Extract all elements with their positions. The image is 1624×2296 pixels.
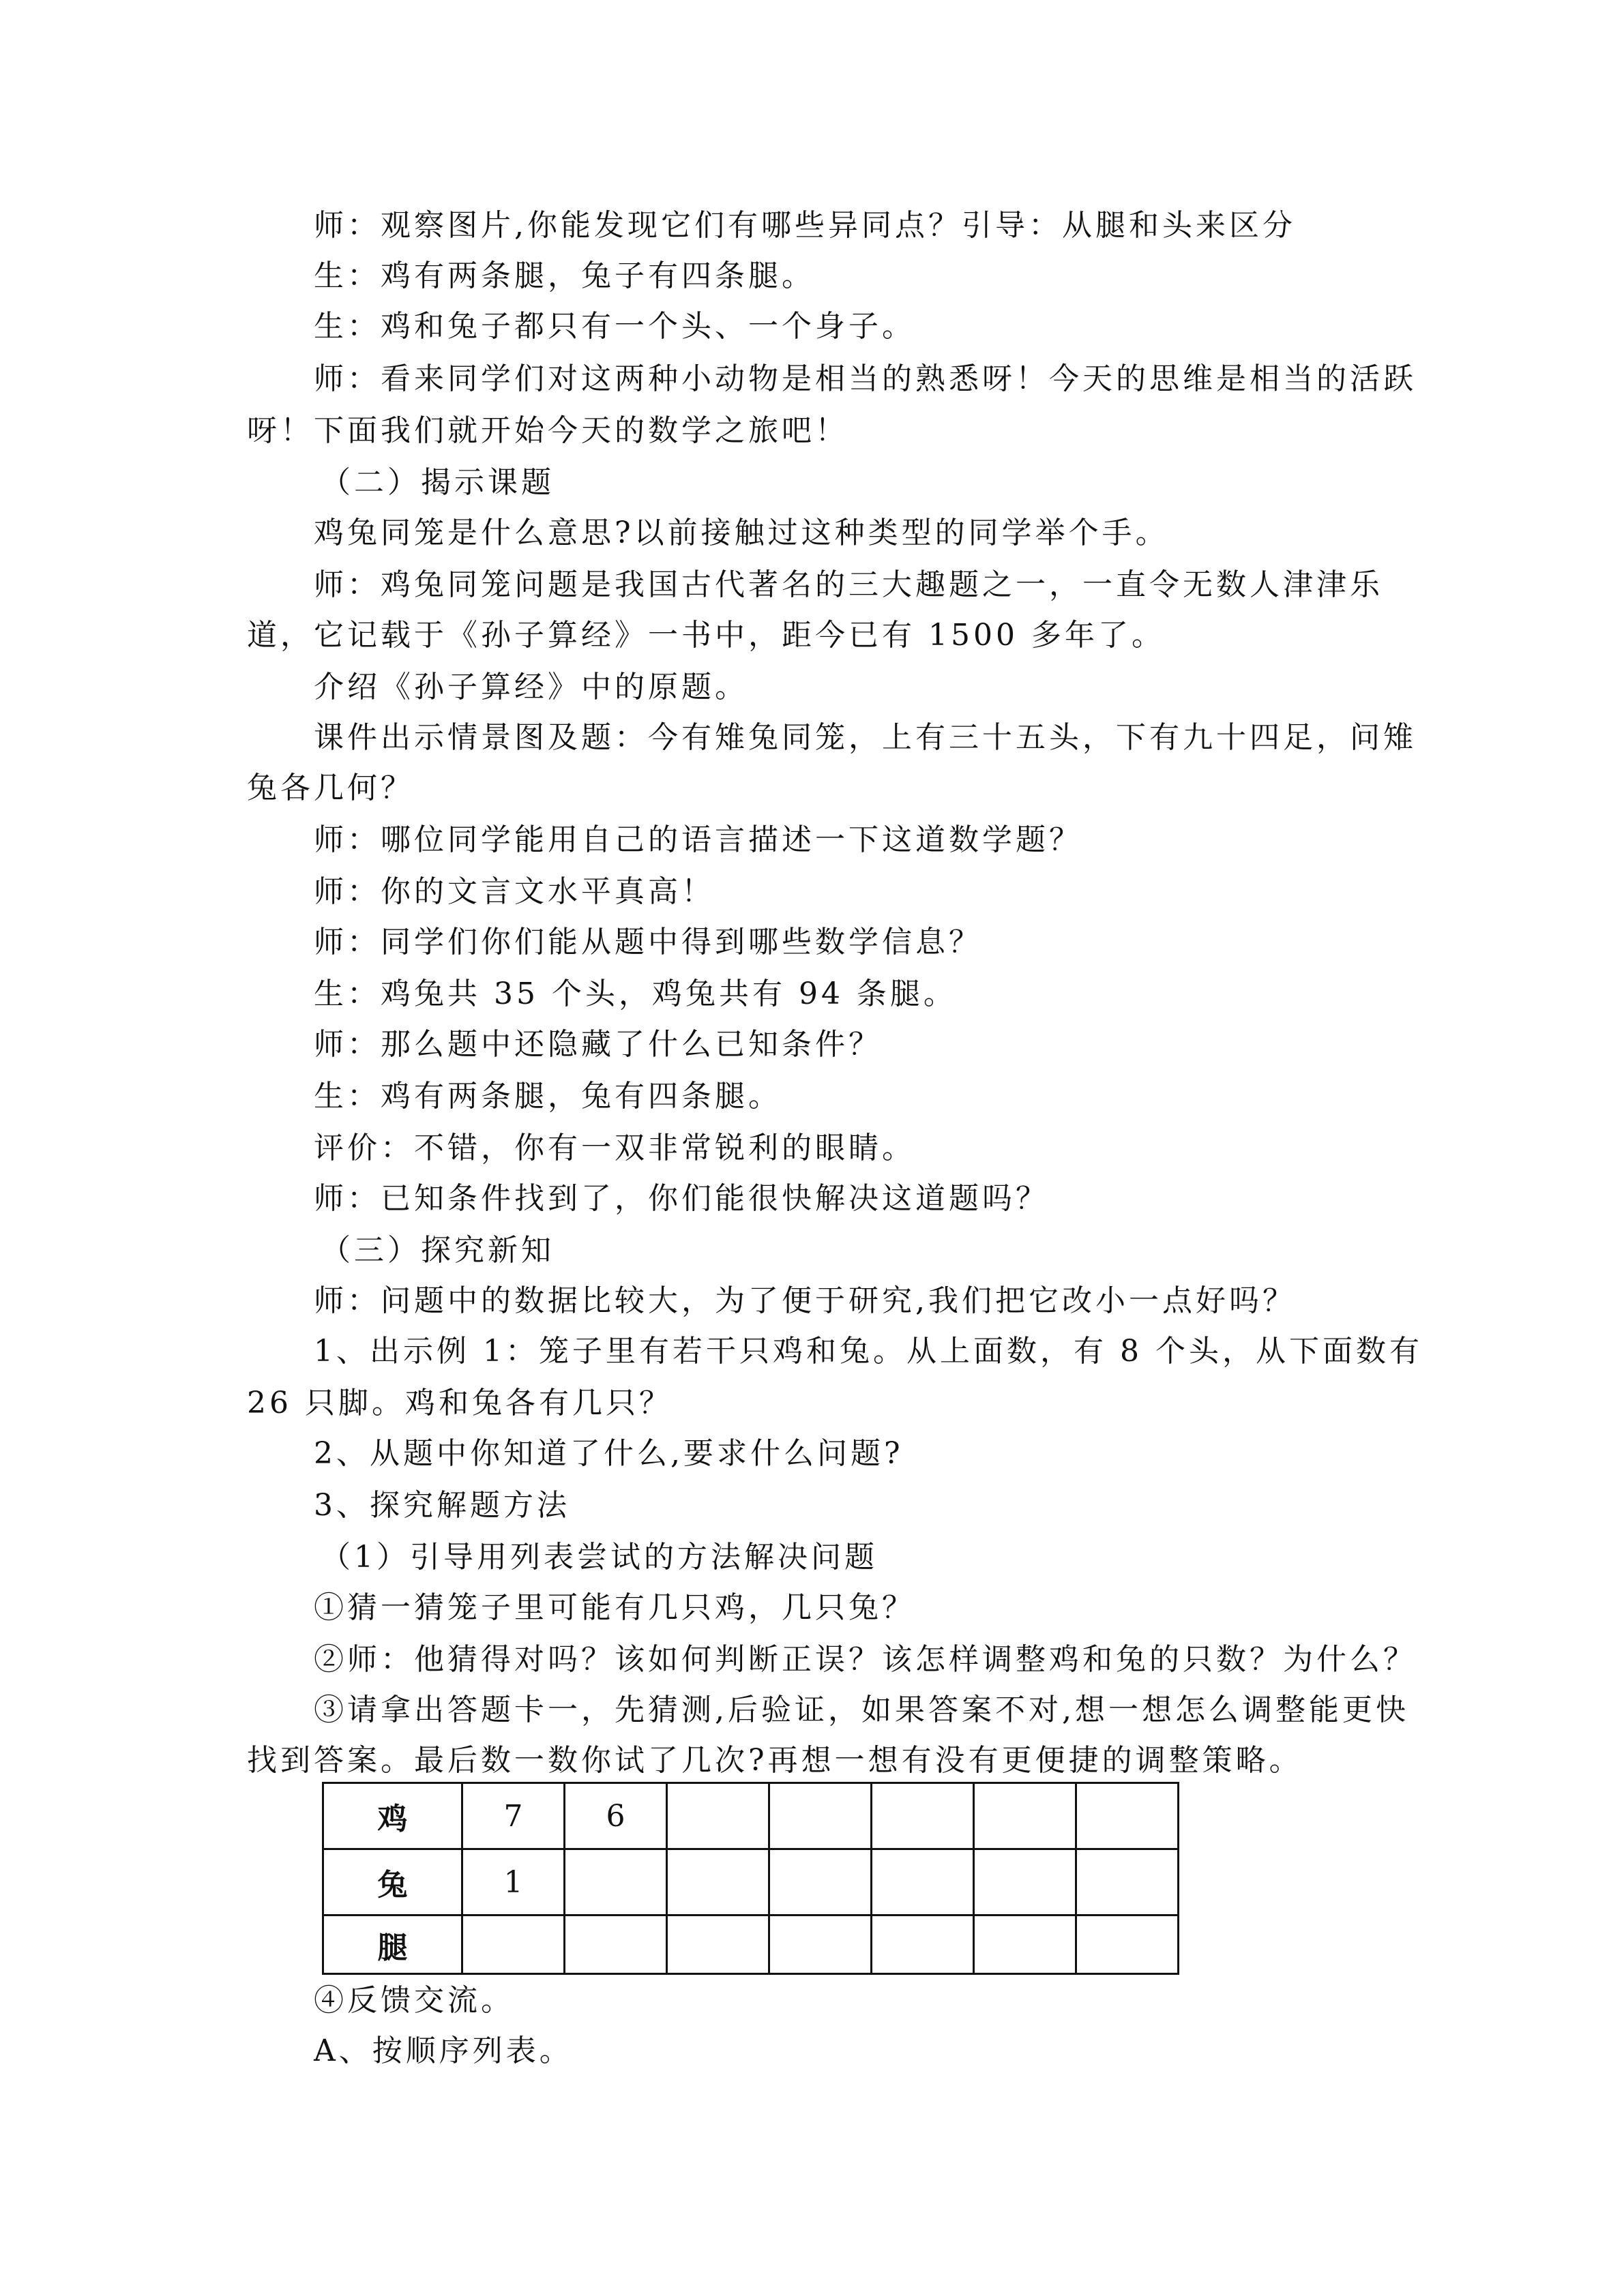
- paragraph: 师：哪位同学能用自己的语言描述一下这道数学题？: [314, 822, 1082, 857]
- row-header-legs: 腿: [323, 1915, 462, 1974]
- paragraph: 师：观察图片,你能发现它们有哪些异同点？引导：从腿和头来区分: [314, 208, 1296, 243]
- table-cell: [1076, 1849, 1179, 1915]
- section-heading: （三）探究新知: [321, 1233, 555, 1268]
- table-cell: [769, 1783, 872, 1849]
- paragraph-continuation: 呀！下面我们就开始今天的数学之旅吧！: [247, 413, 848, 448]
- table-cell: [462, 1915, 565, 1974]
- paragraph: 鸡兔同笼是什么意思?以前接触过这种类型的同学举个手。: [314, 516, 1169, 550]
- paragraph: ③请拿出答题卡一，先猜测,后验证，如果答案不对,想一想怎么调整能更快: [314, 1693, 1409, 1727]
- paragraph-continuation: 道，它记载于《孙子算经》一书中，距今已有 1500 多年了。: [247, 618, 1165, 653]
- table-cell: [974, 1915, 1076, 1974]
- guess-table: [322, 1782, 1179, 1975]
- paragraph-continuation: 找到答案。最后数一数你试了几次?再想一想有没有更便捷的调整策略。: [247, 1743, 1303, 1778]
- table-cell: [565, 1849, 667, 1915]
- table-row: [323, 1849, 1179, 1915]
- paragraph: 师：鸡兔同笼问题是我国古代著名的三大趣题之一，一直令无数人津津乐: [314, 567, 1383, 602]
- paragraph: 生：鸡有两条腿，兔有四条腿。: [314, 1079, 782, 1114]
- paragraph: A、按顺序列表。: [314, 2033, 573, 2068]
- table-row: [323, 1783, 1179, 1849]
- table-cell: [1076, 1783, 1179, 1849]
- table-cell: [974, 1849, 1076, 1915]
- table-cell: [872, 1783, 974, 1849]
- table-cell: [565, 1915, 667, 1974]
- row-header-chicken: 鸡: [323, 1783, 462, 1849]
- paragraph: 师：看来同学们对这两种小动物是相当的熟悉呀！今天的思维是相当的活跃: [314, 361, 1417, 396]
- table-cell: 7: [462, 1783, 565, 1849]
- table-cell: [1076, 1915, 1179, 1974]
- section-heading: （二）揭示课题: [321, 465, 555, 500]
- table-cell: [974, 1783, 1076, 1849]
- table-cell: [667, 1915, 769, 1974]
- paragraph: 3、探究解题方法: [314, 1488, 570, 1523]
- paragraph: 介绍《孙子算经》中的原题。: [314, 670, 748, 704]
- paragraph: 生：鸡有两条腿，兔子有四条腿。: [314, 258, 815, 293]
- table-cell: 6: [565, 1783, 667, 1849]
- paragraph: 师：已知条件找到了，你们能很快解决这道题吗？: [314, 1181, 1049, 1216]
- paragraph: （1）引导用列表尝试的方法解决问题: [321, 1540, 878, 1575]
- paragraph: 生：鸡兔共 35 个头，鸡兔共有 94 条腿。: [314, 976, 957, 1011]
- paragraph: 生：鸡和兔子都只有一个头、一个身子。: [314, 309, 915, 344]
- table-cell: [769, 1915, 872, 1974]
- table-cell: [667, 1783, 769, 1849]
- table-cell: [872, 1915, 974, 1974]
- paragraph-continuation: 兔各几何？: [247, 771, 414, 805]
- paragraph: ④反馈交流。: [314, 1983, 514, 2018]
- row-header-rabbit: 兔: [323, 1849, 462, 1915]
- table-row: [323, 1915, 1179, 1974]
- paragraph: 1、出示例 1：笼子里有若干只鸡和兔。从上面数，有 8 个头，从下面数有: [314, 1334, 1423, 1369]
- paragraph: ②师：他猜得对吗？该如何判断正误？该怎样调整鸡和兔的只数？为什么？: [314, 1642, 1417, 1677]
- paragraph: 2、从题中你知道了什么,要求什么问题?: [314, 1436, 904, 1471]
- paragraph: 师：你的文言文水平真高！: [314, 874, 715, 909]
- paragraph: 师：问题中的数据比较大，为了便于研究,我们把它改小一点好吗？: [314, 1283, 1296, 1318]
- table-cell: [769, 1849, 872, 1915]
- paragraph: 师：同学们你们能从题中得到哪些数学信息？: [314, 925, 982, 959]
- table-cell: [872, 1849, 974, 1915]
- paragraph-continuation: 26 只脚。鸡和兔各有几只？: [247, 1386, 673, 1420]
- table-cell: 1: [462, 1849, 565, 1915]
- paragraph: 课件出示情景图及题：今有雉兔同笼，上有三十五头，下有九十四足，问雉: [314, 720, 1417, 755]
- paragraph: 评价：不错，你有一双非常锐利的眼睛。: [314, 1131, 915, 1165]
- paragraph: ①猜一猜笼子里可能有几只鸡，几只兔？: [314, 1590, 915, 1625]
- table-cell: [667, 1849, 769, 1915]
- paragraph: 师：那么题中还隐藏了什么已知条件？: [314, 1027, 882, 1062]
